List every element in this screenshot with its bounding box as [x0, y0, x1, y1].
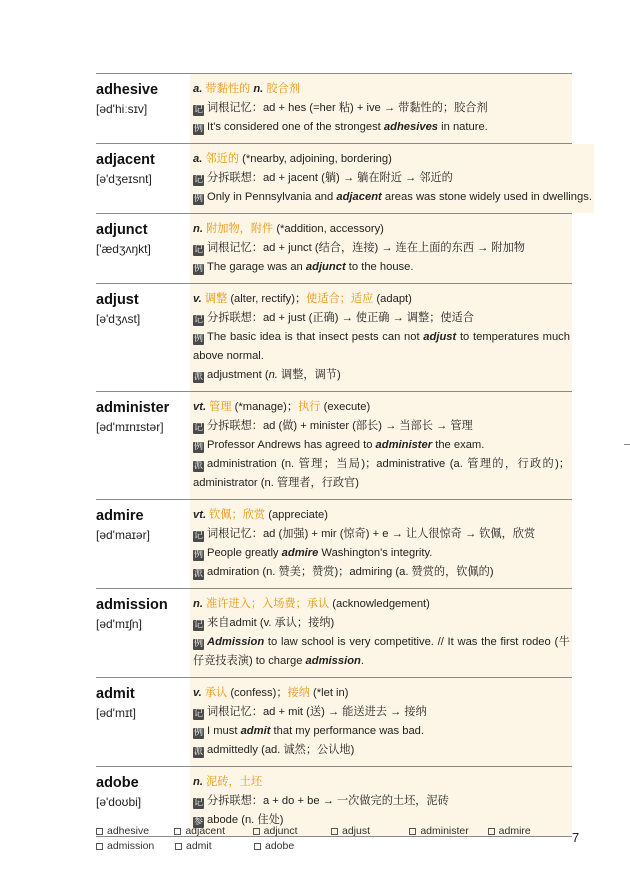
phonetic: [ə'dʒʌst]: [96, 312, 141, 326]
phonetic: [ə'doʊbi]: [96, 795, 142, 809]
checklist-item[interactable]: [253, 824, 331, 839]
note-text: 来自admit (v. 承认；接纳): [207, 617, 335, 629]
checklist-item[interactable]: [254, 839, 333, 854]
note-line: [193, 792, 570, 811]
chinese-meaning: 带黏性的: [205, 83, 251, 95]
note-text: The basic idea is that insect pests can not: [207, 331, 424, 343]
chinese-meaning: 调整: [204, 293, 228, 305]
note-text: admittedly (ad. 诚然；公认地): [207, 744, 355, 756]
chinese-meaning: 承认: [204, 687, 228, 699]
checklist-word: adjacent: [185, 825, 226, 837]
synonyms: (*manage)；: [234, 401, 299, 413]
checklist-item[interactable]: [409, 824, 487, 839]
note-tag-icon: 例: [193, 639, 203, 649]
headword: admission: [96, 597, 168, 613]
synonyms-2: (*let in): [313, 687, 349, 699]
entry-admission: [96, 588, 572, 677]
definition-cell: [190, 500, 572, 588]
keyword: adhesives: [383, 121, 439, 133]
definition-cell: [190, 214, 572, 283]
keyword: adjacent: [336, 191, 382, 203]
definition-cell: [190, 392, 572, 499]
note-text: 调整，调节): [277, 369, 341, 381]
definition-line: [193, 80, 570, 99]
definition-cell: [190, 589, 572, 677]
note-line: [193, 366, 570, 385]
note-tag-icon: 派: [193, 747, 203, 757]
headword-cell: [96, 500, 190, 588]
phonetic: [əd'hiːsɪv]: [96, 102, 148, 116]
chinese-meaning: 准许进入；入场费；承认: [206, 598, 330, 610]
checklist-item[interactable]: [174, 824, 252, 839]
chinese-meaning: 管理: [209, 401, 232, 413]
part-of-speech: n.: [193, 776, 203, 788]
synonyms: (confess)；: [230, 687, 288, 699]
chinese-meaning: 附加物，附件: [206, 223, 274, 235]
checklist-word: adhesive: [107, 825, 150, 837]
note-line: [193, 328, 570, 366]
note-tag-icon: 派: [193, 372, 203, 382]
checklist-item[interactable]: [175, 839, 254, 854]
definition-line: [193, 595, 570, 614]
definition-line: [193, 150, 592, 169]
headword: adobe: [96, 775, 139, 791]
note-line: [193, 309, 570, 328]
note-text: 分拆联想：ad + jacent (躺) → 躺在附近 → 邻近的: [207, 172, 453, 184]
note-tag-icon: 记: [193, 315, 203, 325]
note-line: [193, 722, 570, 741]
keyword: adjust: [423, 331, 457, 343]
definition-line: [193, 684, 570, 703]
entry-adjunct: [96, 213, 572, 283]
headword-cell: [96, 284, 190, 391]
definition-line: [193, 398, 570, 417]
note-text: .: [360, 655, 364, 667]
checkbox-icon[interactable]: [488, 828, 495, 835]
note-text: 分拆联想：ad + just (正确) → 使正确 → 调整；使适合: [207, 312, 474, 324]
phonetic: [əd'mɪʃn]: [96, 617, 142, 631]
definition-cell: [190, 678, 572, 766]
note-text: Only in Pennsylvania and: [207, 191, 337, 203]
note-tag-icon: 记: [193, 423, 203, 433]
part-of-speech: a.: [193, 153, 203, 165]
note-line: [193, 741, 570, 760]
note-tag-icon: 派: [193, 461, 203, 471]
headword-cell: [96, 678, 190, 766]
definition-cell: [190, 144, 594, 213]
checklist-word: adobe: [265, 840, 295, 852]
note-text: to the house.: [345, 261, 414, 273]
note-tag-icon: 记: [193, 798, 203, 808]
checklist-word: adjust: [341, 825, 371, 837]
note-text: adjustment (: [207, 369, 269, 381]
note-text: I must: [207, 725, 241, 737]
headword: adhesive: [96, 82, 159, 98]
checkbox-icon[interactable]: [331, 828, 338, 835]
note-line: [193, 703, 570, 722]
checklist-word: administer: [420, 825, 469, 837]
pos-abbrev: n.: [268, 369, 278, 381]
headword: admit: [96, 686, 135, 702]
checklist-word: admission: [107, 840, 155, 852]
note-text: People greatly: [207, 547, 282, 559]
note-line: [193, 525, 570, 544]
chinese-meaning: 邻近的: [205, 153, 240, 165]
word-checklist: [96, 824, 566, 854]
chinese-meaning: 泥砖，土坯: [206, 776, 263, 788]
note-line: [193, 188, 592, 207]
headword: adjacent: [96, 152, 155, 168]
note-text: It's considered one of the strongest: [207, 121, 384, 133]
headword: adjust: [96, 292, 139, 308]
checklist-word: admire: [498, 825, 531, 837]
synonyms-2: (adapt): [376, 293, 412, 305]
note-text: 词根记忆：ad + hes (=her 粘) + ive → 带黏性的；胶合剂: [207, 102, 488, 114]
entry-adjacent: [96, 143, 592, 213]
chinese-meaning-2: 胶合剂: [266, 83, 300, 95]
note-text: Washington's integrity.: [318, 547, 433, 559]
chinese-meaning-2: 接纳: [287, 687, 310, 699]
note-line: [193, 99, 570, 118]
note-tag-icon: 记: [193, 620, 203, 630]
note-line: [193, 239, 570, 258]
keyword: administer: [375, 439, 433, 451]
note-line: [193, 455, 570, 493]
note-text: that my performance was bad.: [270, 725, 425, 737]
phonetic: ['ædʒʌŋkt]: [96, 242, 151, 256]
synonyms: (*nearby, adjoining, bordering): [242, 153, 392, 165]
checkbox-icon[interactable]: [409, 828, 416, 835]
checklist-row: [96, 824, 566, 839]
note-text: admiration (n. 赞美；赞赏)；admiring (a. 赞赏的，钦佩的): [207, 566, 494, 578]
note-line: [193, 544, 570, 563]
checkbox-icon[interactable]: [96, 843, 103, 850]
page-number: 7: [572, 830, 580, 845]
note-tag-icon: 记: [193, 105, 203, 115]
note-tag-icon: 例: [193, 334, 203, 344]
part-of-speech: n.: [193, 598, 203, 610]
note-tag-icon: 例: [193, 124, 203, 134]
definition-cell: [190, 74, 572, 143]
note-line: [193, 563, 570, 582]
synonyms: (alter, rectify)；: [230, 293, 307, 305]
synonyms: (*addition, accessory): [276, 223, 384, 235]
headword: admire: [96, 508, 144, 524]
checkbox-icon[interactable]: [174, 828, 181, 835]
part-of-speech: v.: [193, 687, 202, 699]
part-of-speech: vt.: [193, 401, 207, 413]
note-text: abode (n. 住处): [207, 814, 284, 826]
entry-admit: [96, 677, 572, 766]
keyword: admission: [305, 655, 361, 667]
part-of-speech: vt.: [193, 509, 207, 521]
note-text: the exam.: [432, 439, 485, 451]
checklist-item[interactable]: [96, 839, 175, 854]
note-line: [193, 614, 570, 633]
checkbox-icon[interactable]: [175, 843, 182, 850]
entry-admire: [96, 499, 572, 588]
note-line: [193, 118, 570, 137]
note-tag-icon: 记: [193, 709, 203, 719]
note-text: The garage was an: [207, 261, 306, 273]
note-tag-icon: 记: [193, 245, 203, 255]
note-text: 分拆联想：a + do + be → 一次做完的土坯，泥砖: [207, 795, 449, 807]
part-of-speech: n.: [193, 223, 203, 235]
note-line: [193, 436, 570, 455]
checklist-item[interactable]: [488, 824, 566, 839]
checklist-word: admit: [186, 840, 212, 852]
entry-administer: [96, 391, 572, 499]
note-text: to temperatures much above normal.: [193, 331, 570, 362]
page-edge-mark: [624, 444, 630, 445]
note-text: in nature.: [438, 121, 488, 133]
note-tag-icon: 例: [193, 264, 203, 274]
chinese-meaning-2: 使适合；适应: [306, 293, 374, 305]
keyword: admit: [240, 725, 271, 737]
note-tag-icon: 例: [193, 550, 203, 560]
note-text: 词根记忆：ad (加强) + mir (惊奇) + e → 让人很惊奇 → 钦佩，欣赏: [207, 528, 536, 540]
note-text: to law school is very competitive. // It was the first rodeo (牛仔竞技表演) to charge: [193, 636, 570, 667]
checklist-word: adjunct: [263, 825, 298, 837]
note-text: 词根记忆：ad + junct (结合，连接) → 连在上面的东西 → 附加物: [207, 242, 525, 254]
definition-line: [193, 290, 570, 309]
note-tag-icon: 派: [193, 569, 203, 579]
phonetic: [əd'mɪnɪstər]: [96, 420, 164, 434]
note-text: Professor Andrews has agreed to: [207, 439, 376, 451]
checklist-item[interactable]: [331, 824, 409, 839]
synonyms: (acknowledgement): [332, 598, 430, 610]
note-text: administration (n. 管理；当局)；administrative (a. 管理的，行政的)；administrator (n. 管理者，行政官): [193, 458, 570, 489]
note-tag-icon: 记: [193, 531, 203, 541]
note-line: [193, 258, 570, 277]
note-tag-icon: 参: [193, 817, 203, 827]
phonetic: [əd'maɪər]: [96, 528, 150, 542]
note-tag-icon: 例: [193, 728, 203, 738]
vocabulary-page: [96, 73, 592, 837]
headword: adjunct: [96, 222, 148, 238]
definition-cell: [190, 284, 572, 391]
headword-cell: [96, 144, 190, 213]
definition-line: [193, 506, 570, 525]
entry-adhesive: [96, 73, 572, 143]
checklist-row: [96, 839, 566, 854]
note-tag-icon: 记: [193, 175, 203, 185]
note-text: areas was stone widely used in dwellings.: [381, 191, 592, 203]
headword-cell: [96, 589, 190, 677]
headword-cell: [96, 74, 190, 143]
note-tag-icon: 例: [193, 442, 203, 452]
synonyms: (appreciate): [268, 509, 328, 521]
entry-adjust: [96, 283, 572, 391]
checklist-item[interactable]: [96, 824, 174, 839]
chinese-meaning: 钦佩；欣赏: [209, 509, 266, 521]
synonyms-2: (execute): [323, 401, 371, 413]
note-text: 词根记忆：ad + mit (送) → 能送进去 → 接纳: [207, 706, 427, 718]
part-of-speech-2: n.: [253, 83, 264, 95]
keyword: adjunct: [305, 261, 346, 273]
headword-cell: [96, 392, 190, 499]
headword: administer: [96, 400, 170, 416]
definition-line: [193, 220, 570, 239]
phonetic: [ə'dʒeɪsnt]: [96, 172, 152, 186]
note-tag-icon: 例: [193, 194, 203, 204]
note-line: [193, 417, 570, 436]
checkbox-icon[interactable]: [253, 828, 260, 835]
keyword: Admission: [207, 636, 265, 648]
checkbox-icon[interactable]: [96, 828, 103, 835]
note-line: [193, 633, 570, 671]
checkbox-icon[interactable]: [254, 843, 261, 850]
phonetic: [əd'mɪt]: [96, 706, 136, 720]
keyword: admire: [281, 547, 319, 559]
part-of-speech: v.: [193, 293, 202, 305]
note-line: [193, 169, 592, 188]
chinese-meaning-2: 执行: [298, 401, 321, 413]
part-of-speech: a.: [193, 83, 203, 95]
definition-line: [193, 773, 570, 792]
headword-cell: [96, 214, 190, 283]
note-text: 分拆联想：ad (做) + minister (部长) → 当部长 → 管理: [207, 420, 473, 432]
